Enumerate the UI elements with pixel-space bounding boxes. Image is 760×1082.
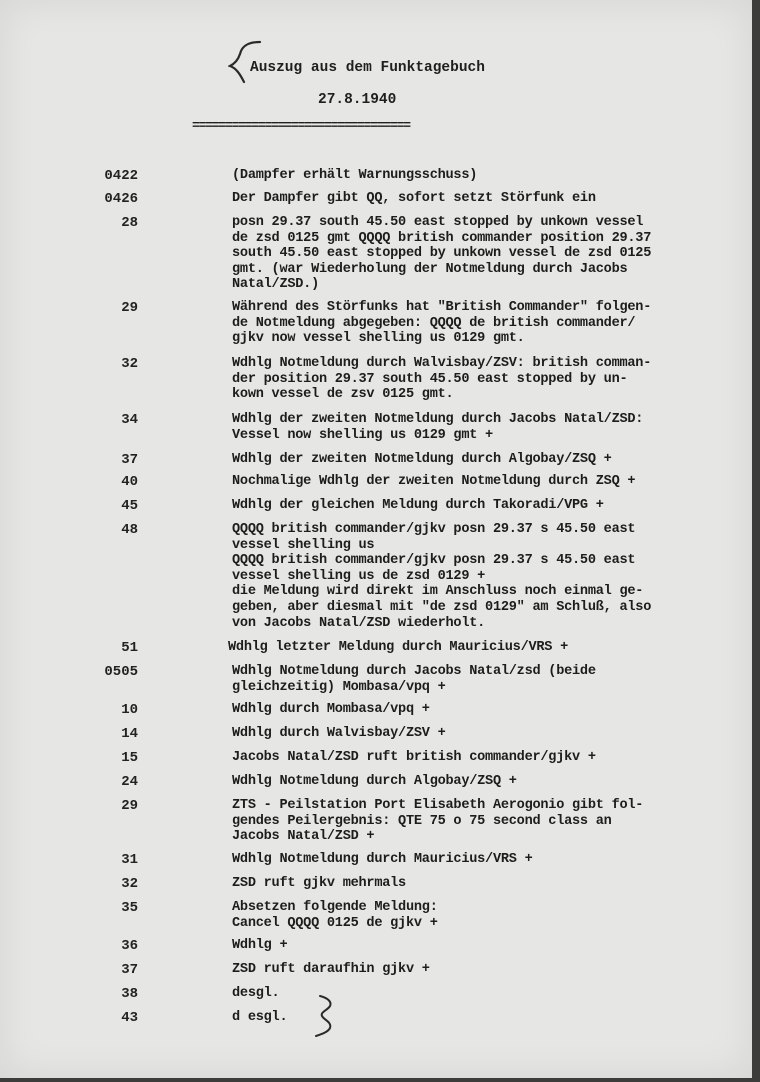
entry-text: Der Dampfer gibt QQ, sofort setzt Störfunk ein — [232, 191, 596, 206]
document-date: 27.8.1940 — [318, 92, 397, 108]
entry-time: 40 — [121, 474, 138, 490]
entry-time: 37 — [121, 452, 138, 468]
separator-rule: ================================= — [192, 118, 410, 133]
entry-text: Während des Störfunks hat "British Commander" folgen- de Notmeldung abgegeben: QQQQ de british commander/ gjkv now vessel shelling us 0129 gmt. — [232, 300, 652, 347]
document-title: Auszug aus dem Funktagebuch — [250, 60, 485, 76]
entry-text: Wdhlg der gleichen Meldung durch Takoradi/VPG + — [232, 498, 604, 513]
entry-time: 0505 — [104, 664, 138, 680]
entry-text: Wdhlg durch Mombasa/vpq + — [232, 702, 430, 717]
entry-text: ZSD ruft gjkv mehrmals — [232, 876, 406, 891]
entry-text: desgl. — [232, 986, 280, 1001]
entry-text: d esgl. — [232, 1010, 288, 1025]
entry-time: 51 — [121, 640, 138, 656]
entry-text: Wdhlg der zweiten Notmeldung durch Jacobs Natal/ZSD: Vessel now shelling us 0129 gmt + — [232, 412, 644, 443]
entry-text: Jacobs Natal/ZSD ruft british commander/gjkv + — [232, 750, 596, 765]
entry-time: 32 — [121, 876, 138, 892]
entry-time: 0426 — [104, 191, 138, 207]
scan-edge-right — [752, 0, 760, 1082]
entry-time: 24 — [121, 774, 138, 790]
entry-text: Wdhlg letzter Meldung durch Mauricius/VRS + — [228, 640, 569, 655]
entry-text: Wdhlg Notmeldung durch Algobay/ZSQ + — [232, 774, 517, 789]
entry-text: Wdhlg der zweiten Notmeldung durch Algobay/ZSQ + — [232, 452, 612, 467]
entry-time: 28 — [121, 215, 138, 231]
entry-time: 48 — [121, 522, 138, 538]
entry-text: ZTS - Peilstation Port Elisabeth Aerogonio gibt fol- gendes Peilergebnis: QTE 75 o 75 second class an Jacobs Natal/ZSD + — [232, 798, 644, 845]
entry-text: Nochmalige Wdhlg der zweiten Notmeldung durch ZSQ + — [232, 474, 636, 489]
handwritten-end-mark — [310, 992, 350, 1040]
entry-text: (Dampfer erhält Warnungsschuss) — [232, 168, 478, 183]
entry-time: 29 — [121, 798, 138, 814]
entry-text: QQQQ british commander/gjkv posn 29.37 s 45.50 east vessel shelling us QQQQ british commander/gjkv posn 29.37 s 45.50 east vessel shelling us de zsd 0129 + die Meldung wird direkt im Anschluss noch einmal ge- geben, aber diesmal mit "de zsd 0129" am Schluß, also von Jacobs Natal/ZSD wiederholt. — [232, 522, 652, 631]
entry-text: Wdhlg + — [232, 938, 288, 953]
entry-time: 45 — [121, 498, 138, 514]
entry-time: 34 — [121, 412, 138, 428]
entry-time: 10 — [121, 702, 138, 718]
entry-text: Wdhlg Notmeldung durch Mauricius/VRS + — [232, 852, 533, 867]
entry-text: Absetzen folgende Meldung: Cancel QQQQ 0125 de gjkv + — [232, 900, 438, 931]
scan-edge-bottom — [0, 1078, 760, 1082]
entry-time: 15 — [121, 750, 138, 766]
entry-text: ZSD ruft daraufhin gjkv + — [232, 962, 430, 977]
entry-time: 37 — [121, 962, 138, 978]
entry-text: Wdhlg Notmeldung durch Walvisbay/ZSV: british comman- der position 29.37 south 45.50 east stopped by un- kown vessel de zsv 0125 gmt. — [232, 356, 652, 403]
entry-time: 35 — [121, 900, 138, 916]
entry-time: 43 — [121, 1010, 138, 1026]
entry-time: 32 — [121, 356, 138, 372]
entry-time: 38 — [121, 986, 138, 1002]
entry-time: 36 — [121, 938, 138, 954]
entry-time: 29 — [121, 300, 138, 316]
entry-text: Wdhlg durch Walvisbay/ZSV + — [232, 726, 446, 741]
entry-time: 0422 — [104, 168, 138, 184]
entry-time: 31 — [121, 852, 138, 868]
entry-text: posn 29.37 south 45.50 east stopped by unkown vessel de zsd 0125 gmt QQQQ british commander position 29.37 south 45.50 east stopped by unkown vessel de zsd 0125 gmt. (war Wiederholung der Notmeldung durch Jacobs Natal/ZSD.) — [232, 215, 652, 293]
entry-text: Wdhlg Notmeldung durch Jacobs Natal/zsd (beide gleichzeitig) Mombasa/vpq + — [232, 664, 596, 695]
entry-time: 14 — [121, 726, 138, 742]
